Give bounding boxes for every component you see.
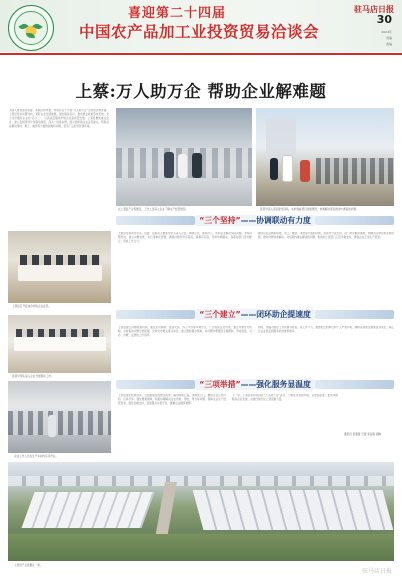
section-2-subtitle: ——闭环助企提速度	[240, 310, 311, 319]
photo2-caption: 县领导深入项目建设现场，实地察看项目进展情况，协调解决项目推进中遇到的问题。	[260, 208, 359, 211]
section-1-quote: “三个坚持”	[199, 216, 241, 225]
section-3-subtitle: ——强化服务显温度	[240, 380, 311, 389]
section-2-text-a: 上蔡县建立问题收集机制，通过走访调研、座谈交流、线上平台等多种方式，广泛收集企业诉求。建立问题交办机制，对收集的问题分类梳理，及时交办相关责任单位。建立跟踪督办机制，对问题办理情况全程跟踪，形成收集、交办、办理、反馈的工作闭环。	[118, 326, 252, 338]
photo5-caption: 企业工作人员在生产车间内有序作业。	[14, 455, 59, 458]
photo3-caption: 上蔡县召开座谈会听取企业意见。	[12, 305, 51, 308]
section-header-3	[116, 379, 394, 390]
byline: 通讯员 张蕾蕾 王雷 李亚南 胡晓	[344, 433, 382, 436]
workshop-photo	[8, 381, 111, 453]
section-1-text-a: 上蔡县坚持领导带头，县委、县政府主要领导带头深入企业，调研走访，现场办公，帮助企业解决实际问题。坚持问题导向，建立问题台账，实行清单化管理，确保问题件件有着落、事事有回音。坚持协调联动，各职能部门密切配合，形成工作合力。	[118, 232, 252, 244]
helping-enterprise-photo	[8, 315, 111, 373]
factory-visit-photo	[116, 108, 252, 206]
article-intro: 为深入贯彻落实省委、省政府和市委、市政府关于开展“万人助万企”活动的决策部署，上蔡县坚持问题导向，紧盯企业发展难题，强化服务意识，推动惠企政策落地见效，全力当好服务企业的“店小二”，以高质量服务护航企业高质量发展。上蔡县聚焦重点企业，建立县级领导分包联系制度，深入一线察实情，面对面听取企业意见建议，帮助企业解决用地、用工、融资等方面的困难和问题，营造了良好的营商环境。	[9, 109, 109, 129]
banner-rule	[0, 53, 402, 55]
page-number: 30	[376, 13, 392, 26]
page-headline: 上蔡:万人助万企 帮助企业解难题	[75, 82, 327, 101]
footer-watermark: 驻马店日报	[361, 568, 392, 575]
logo-emblem-icon	[14, 11, 48, 45]
section-3-text-a: 上蔡县强化政策落实，全面梳理各级惠企政策，编印政策汇编，送政策上门，确保企业应知尽知、应享尽享。强化要素保障，积极协调解决企业用地、用电、用水等问题，保障企业生产经营需求。强化金融支持，搭建银企对接平台，缓解企业融资难题。	[118, 394, 226, 406]
fair-logo	[8, 5, 54, 51]
section-2-text-b: 同时，加强对助企工作的督导检查，对工作不力、推诿扯皮的单位和个人严肃问责，确保各项助企措施落到实处，真正让企业感受到服务的速度和效率。	[258, 326, 394, 334]
section-header-1	[116, 215, 394, 226]
site-inspection-photo	[256, 108, 394, 206]
section-header-2	[116, 309, 394, 320]
banner-meta-designer: 美编	[385, 42, 392, 46]
section-3-text-b: 下一步，上蔡县将持续深化“万人助万企”活动，不断优化营商环境，以更高标准、更实举措服务企业发展，为建设现代化上蔡贡献力量。	[232, 394, 338, 402]
photo6-caption: 上蔡县产业集聚区一角。	[14, 564, 43, 567]
photo4-caption: 县领导带队深入企业开展帮扶工作。	[12, 375, 54, 378]
meeting-photo	[8, 231, 111, 303]
banner-title-main: 中国农产品加工业投资贸易洽谈会	[79, 23, 320, 41]
section-1-text-b: 围绕企业反映的用地、用工、融资、审批等方面的问题，县领导分包负责，逐一研究解决措施，明确责任单位和完成时限，推动问题快速解决。对短期内难以解决的问题，积极向上级部门汇报争取支持，确保企业正常生产经营。	[258, 232, 394, 240]
aerial-industrial-park-photo	[8, 462, 394, 561]
banner-title-top: 喜迎第二十四届	[128, 6, 227, 21]
banner-meta-editor: 责编	[385, 36, 392, 40]
banner-meta-date: 2024年	[381, 30, 392, 34]
newspaper-brand: 驻马店日报	[354, 5, 394, 14]
section-1-subtitle: ——协调联动有力度	[240, 216, 311, 225]
photo1-caption: 在上蔡县产业集聚区，工作人员深入企业了解生产经营情况。	[118, 208, 189, 211]
section-3-quote: “三项举措”	[199, 380, 241, 389]
section-2-quote: “三个建立”	[199, 310, 241, 319]
